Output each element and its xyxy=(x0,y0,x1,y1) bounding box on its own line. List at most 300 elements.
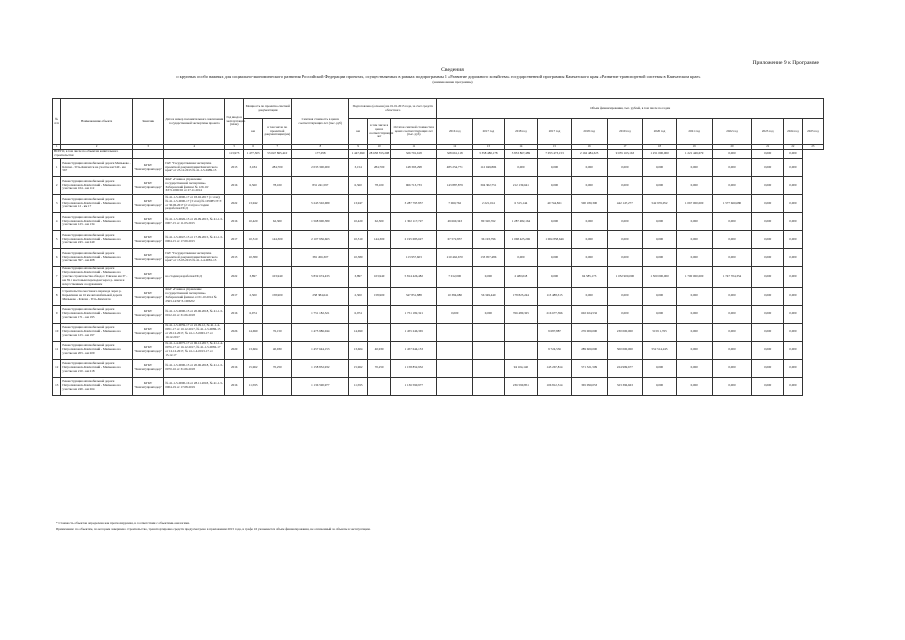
value-cell: 542 976,052 xyxy=(643,195,677,213)
value-cell: 284,700 xyxy=(263,159,292,177)
object-name: Реконструкция автомобильной дороги Петропавловск-Камчатский - Мильково на участке км 171 - км 195 xyxy=(61,305,132,323)
row-number: 13 xyxy=(53,377,61,395)
value-cell: 14,690 xyxy=(349,323,368,341)
value-cell: 0,000 xyxy=(783,213,802,231)
column-number-cell: 4 xyxy=(164,145,225,150)
value-cell: 304 302,751 xyxy=(473,177,505,195)
value-cell: 0,000 xyxy=(783,267,802,288)
column-number-cell: 21 xyxy=(752,145,784,150)
value-cell: 2016 xyxy=(225,377,244,395)
value-cell: 1 500 000,000 xyxy=(643,267,677,288)
total-value-cell: 326 791,618 xyxy=(391,150,437,159)
header-year-col: 2017 год xyxy=(473,119,505,145)
column-number-cell: 1 xyxy=(53,145,61,150)
value-cell xyxy=(473,377,505,395)
value-cell: 0,000 xyxy=(783,305,802,323)
value-cell: 1 136 590,977 xyxy=(292,377,349,395)
value-cell: 0,000 xyxy=(571,213,607,231)
total-value-cell: 113,973 xyxy=(225,150,244,159)
value-cell: 112 049,806 xyxy=(473,159,505,177)
value-cell: 381 456,307 xyxy=(292,249,349,267)
value-cell: 1 004 858,646 xyxy=(538,231,572,249)
value-cell: 2,500 xyxy=(244,287,263,305)
header-km: км xyxy=(244,119,263,145)
value-cell: 1 068 425,296 xyxy=(504,231,538,249)
expertise-document: ФАУ «Главное управление государственной экспертизы» Хабаровский филиал от 01.10.2014 № 2363-14/ХГЭ-1006/02 xyxy=(164,287,225,305)
column-number-cell: 22 xyxy=(783,145,802,150)
value-cell xyxy=(473,341,505,359)
column-number-cell: 15 xyxy=(538,145,572,150)
value-cell: 148 393,298 xyxy=(391,159,437,177)
column-number-cell: 19 xyxy=(676,145,712,150)
value-cell: 56 349,440 xyxy=(473,287,505,305)
value-cell: 78,100 xyxy=(368,177,391,195)
value-cell: 258 384,641 xyxy=(292,287,349,305)
document-subtitle: о крупных особо важных для социально-экономического развития Российской Федерации проектах, осуществляемых в рамках подпрограммы 1 «Развитие дорожного хозяйства» государственной программы Камчатского края «Развитие транспортной системы в Камчатском крае» xyxy=(176,74,701,79)
total-value-cell: 1 251 000,000 xyxy=(643,150,677,159)
total-value-cell: 9 055 163,163 xyxy=(607,150,643,159)
expertise-document: № 41-1-4-0075-17 от 06.12.2017, № 41-1-4-0076-17 от 16.12.2017, № 41-1-5-0082-17 от 12.12.2017, № 41-1-4-0013-17 от 15.12.17 xyxy=(164,341,225,359)
value-cell: 1 751 182,321 xyxy=(391,305,437,323)
value-cell: 80 320,762 xyxy=(473,213,505,231)
value-cell: 143 887,879 xyxy=(437,177,473,195)
value-cell: 0,000 xyxy=(643,159,677,177)
value-cell xyxy=(504,323,538,341)
value-cell: 2016 xyxy=(225,213,244,231)
value-cell: 0,000 xyxy=(607,177,643,195)
value-cell: 365 090,053 xyxy=(571,377,607,395)
table-row xyxy=(53,323,824,341)
value-cell: 10,380 xyxy=(349,249,368,267)
value-cell: 0,000 xyxy=(504,249,538,267)
value-cell: 158,900 xyxy=(263,287,292,305)
header-year-col: 2023 год xyxy=(752,119,784,145)
value-cell: 10,420 xyxy=(349,213,368,231)
table-row xyxy=(53,195,824,213)
value-cell: 1 302 117,727 xyxy=(391,213,437,231)
column-number-cell: 10 xyxy=(368,145,391,150)
total-value-cell: 3 358 480,178 xyxy=(473,150,505,159)
value-cell: 2016 xyxy=(225,305,244,323)
value-cell: 70,250 xyxy=(368,359,391,377)
value-cell xyxy=(368,195,391,213)
customer-name: КГКУ "Камчатуправтодор" xyxy=(132,249,164,267)
value-cell: 13,604 xyxy=(349,341,368,359)
footnote-asterisk: * Стоимость объектов определена как прогнозируемая, в соответствии с объектами-аналогами. xyxy=(56,521,190,525)
value-cell: 1 751 182,321 xyxy=(292,305,349,323)
customer-name: КГКУ "Камчатуправтодор" xyxy=(132,195,164,213)
expertise-document: на стадии разработки ПСД xyxy=(164,267,225,288)
row-number: 6 xyxy=(53,249,61,267)
value-cell: 0,000 xyxy=(607,231,643,249)
value-cell: 0,000 xyxy=(676,323,712,341)
value-cell: 2022 xyxy=(225,267,244,288)
value-cell: 236 590,851 xyxy=(504,377,538,395)
total-label: ВСЕГО, в том числе по объектам капитального строительства: xyxy=(53,150,133,159)
total-value-cell: 2 162 484,325 xyxy=(571,150,607,159)
value-cell: 1 700 000,000 xyxy=(676,267,712,288)
value-cell: 0,000 xyxy=(571,159,607,177)
value-cell: 0,000 xyxy=(752,377,784,395)
value-cell xyxy=(368,305,391,323)
customer-name: КГКУ "Камчатуправтодор" xyxy=(132,305,164,323)
header-document: Дата и номер положительного заключения государственной экспертизы проекта xyxy=(164,99,225,145)
table-row xyxy=(53,177,824,195)
total-value-cell: 28 658 553,208 xyxy=(368,150,391,159)
value-cell: 3,154 xyxy=(349,159,368,177)
value-cell: 0,000 xyxy=(676,377,712,395)
value-cell: 10 384,680 xyxy=(437,287,473,305)
value-cell: 0,000 xyxy=(676,159,712,177)
value-cell: 0,000 xyxy=(607,287,643,305)
header-capacity-km: в том числе по проектной документации (км) xyxy=(263,119,292,145)
column-number-cell: 14 xyxy=(504,145,538,150)
value-cell: 2017 xyxy=(225,287,244,305)
value-cell: 2 221,014 xyxy=(473,195,505,213)
value-cell: 224 999,677 xyxy=(607,359,643,377)
value-cell: 602 024,532 xyxy=(571,305,607,323)
object-name: Реконструкция автомобильной дороги Петропавловск-Камчатский - Мильково на участке км 210 - км 218 xyxy=(61,359,132,377)
header-cost: Сметная стоимость в ценах соответствующих лет (тыс. руб) xyxy=(292,99,349,145)
value-cell: 276 000,000 xyxy=(571,323,607,341)
value-cell: 1 287 482,164 xyxy=(504,213,538,231)
header-year-col: 2022 год xyxy=(712,119,752,145)
header-year-col: 2017 год xyxy=(538,119,572,145)
value-cell: 70,250 xyxy=(263,359,292,377)
value-cell: 0,000 xyxy=(752,341,784,359)
value-cell: 2026 xyxy=(225,323,244,341)
value-cell: 831 241,597 xyxy=(292,177,349,195)
row-number: 4 xyxy=(53,213,61,231)
projects-table xyxy=(52,98,824,396)
value-cell: 1 158 852,932 xyxy=(391,359,437,377)
customer-name: КГКУ "Камчатуправтодор" xyxy=(132,341,164,359)
value-cell: 1 052 900,000 xyxy=(607,267,643,288)
value-cell: 2020 xyxy=(225,341,244,359)
total-value-cell xyxy=(132,150,164,159)
header-year-col: 2021 год xyxy=(676,119,712,145)
value-cell: 3,897 xyxy=(244,267,263,288)
value-cell: 13,947 xyxy=(349,195,368,213)
value-cell: 0,000 xyxy=(783,341,802,359)
total-value-cell: 1 221 449,679 xyxy=(676,150,712,159)
value-cell: 62,300 xyxy=(263,213,292,231)
object-name: Реконструкция автомобильной дороги Петропавловск-Камчатский - Мильково на участке км 123 - км 197 xyxy=(61,323,132,341)
value-cell: 347 851,888 xyxy=(391,287,437,305)
value-cell: 0,000 xyxy=(783,231,802,249)
value-cell: 0,000 xyxy=(752,213,784,231)
total-value-cell: 53 047 865,410 xyxy=(263,150,292,159)
column-number-cell: 20 xyxy=(712,145,752,150)
value-cell: 11,595 xyxy=(244,377,263,395)
table-row xyxy=(53,159,824,177)
value-cell: 571 321,509 xyxy=(571,359,607,377)
value-cell: 2013 xyxy=(225,159,244,177)
value-cell: 103,940 xyxy=(368,267,391,288)
value-cell: 0,000 xyxy=(643,377,677,395)
value-cell: 145 267,814 xyxy=(538,359,572,377)
customer-name: КГКУ "Камчатуправтодор" xyxy=(132,177,164,195)
customer-name: КГКУ "Камчатуправтодор" xyxy=(132,287,164,305)
value-cell: 40,930 xyxy=(368,341,391,359)
value-cell xyxy=(368,377,391,395)
value-cell: 0,000 xyxy=(571,177,607,195)
value-cell: 0,000 xyxy=(538,159,572,177)
value-cell: 0,000 xyxy=(752,287,784,305)
value-cell: 0,000 xyxy=(676,249,712,267)
column-number-cell: 16 xyxy=(571,145,607,150)
total-value-cell: 177,058 xyxy=(292,150,349,159)
customer-name: КГКУ "Камчатуправтодор" xyxy=(132,323,164,341)
value-cell: 0,000 xyxy=(712,341,752,359)
value-cell: 0,000 xyxy=(571,249,607,267)
value-cell: 966 713,733 xyxy=(391,177,437,195)
value-cell: 1 455 246,365 xyxy=(391,323,437,341)
value-cell: 62,300 xyxy=(368,213,391,231)
value-cell: 106 812,514 xyxy=(538,377,572,395)
value-cell: 2,500 xyxy=(349,287,368,305)
object-name: Реконструкция автомобильной дороги Петропавловск-Камчатский - Мильково на участке км 12 - км 17 xyxy=(61,195,132,213)
value-cell: 0,000 xyxy=(752,305,784,323)
value-cell: 3,184 xyxy=(244,159,263,177)
value-cell xyxy=(368,323,391,341)
value-cell xyxy=(263,377,292,395)
value-cell: 0,000 xyxy=(752,267,784,288)
value-cell: 323 396,663 xyxy=(607,377,643,395)
value-cell: 6,560 xyxy=(244,177,263,195)
value-cell: 0,000 xyxy=(473,305,505,323)
value-cell: 0,000 xyxy=(752,231,784,249)
header-funding-group: Объем финансирования, тыс. рублей, в том числе по годам xyxy=(437,99,824,119)
value-cell: 1 158 852,932 xyxy=(292,359,349,377)
expertise-document: № 41-1-5-0000-15 от 20.06.2018, № 41-1-5-0070-16 от 31.06.2018 xyxy=(164,359,225,377)
table-row xyxy=(53,213,824,231)
total-value-cell: 0,000 xyxy=(752,150,784,159)
object-name: Реконструкция автомобильной дороги Петропавловск-Камчатский - Мильково на участке км 249 - км 264 xyxy=(61,377,132,395)
value-cell: 133 957,486 xyxy=(473,249,505,267)
value-cell: 0,000 xyxy=(712,305,752,323)
total-value-cell: 1 477,303 xyxy=(244,150,263,159)
value-cell: 0,000 xyxy=(571,231,607,249)
value-cell: 6,560 xyxy=(349,177,368,195)
value-cell: 1 457 644,153 xyxy=(391,341,437,359)
value-cell: 3 287 795 857 xyxy=(391,195,437,213)
value-cell: 103,940 xyxy=(263,267,292,288)
value-cell: 0,000 xyxy=(783,195,802,213)
column-number-cell: 23 xyxy=(802,145,823,150)
row-number: 8 xyxy=(53,287,61,305)
header-name: Наименование объекта xyxy=(61,99,132,145)
document-title: Сведения xyxy=(441,67,464,73)
value-cell: 1 747 704,354 xyxy=(712,267,752,288)
value-cell: 94 104,140 xyxy=(504,359,538,377)
document-subnote: (наименование программы) xyxy=(432,80,473,84)
customer-name: КГКУ "Камчатуправтодор" xyxy=(132,359,164,377)
value-cell: 0,000 xyxy=(752,195,784,213)
expertise-document: ФАУ «Главное управление государственной экспертизы» Хабаровский филиал № 129-10/ХГЭ-1006/02 от 27.11.2014 xyxy=(164,177,225,195)
table-row xyxy=(53,287,824,305)
value-cell: 10,510 xyxy=(244,231,263,249)
header-capacity-group: Мощность по проектно-сметной документации xyxy=(244,99,292,119)
value-cell: 0,000 xyxy=(676,287,712,305)
value-cell: 9 687,887 xyxy=(538,323,572,341)
value-cell: 0,000 xyxy=(783,177,802,195)
value-cell: 1 136 590,977 xyxy=(391,377,437,395)
value-cell: 76,150 xyxy=(263,323,292,341)
expertise-document: № 41-1-5-0047-15 от 17.09.2015, № 41-1-5-0004-15 от 17.09.2015 xyxy=(164,231,225,249)
value-cell: 0,000 xyxy=(643,213,677,231)
value-cell: 0,000 xyxy=(607,213,643,231)
header-remaining: Остаток сметной стоимости в ценах соответствующих лет (тыс. руб) xyxy=(391,119,437,145)
expertise-document: № 41-1-5-0026-15 от 26.09.2015, № 41-1-5-0007-15 от 11.03.2015 xyxy=(164,213,225,231)
value-cell: 1 067 000,000 xyxy=(676,195,712,213)
value-cell: 216 677,396 xyxy=(538,305,572,323)
value-cell: 144,300 xyxy=(263,231,292,249)
row-number: 1 xyxy=(53,159,61,177)
value-cell: 0,000 xyxy=(712,159,752,177)
value-cell: 0,000 xyxy=(783,377,802,395)
header-year-col: 2016 год xyxy=(437,119,473,145)
expertise-document: ГАУ "Государственная экспертиза проектной документации Камчатского края" от 15.03.2013 № 41-1-4-0081-13 xyxy=(164,249,225,267)
value-cell: 3,897 xyxy=(349,267,368,288)
header-done-cost: в том числе в ценах соответствующих лет xyxy=(368,119,391,145)
value-cell: 10,380 xyxy=(244,249,263,267)
total-value-cell: 0,000 xyxy=(712,150,752,159)
value-cell xyxy=(437,377,473,395)
header-year-col: 2020 год xyxy=(643,119,677,145)
value-cell: 0,000 xyxy=(504,159,538,177)
object-name: Реконструкция автомобильной дороги Петропавловск-Камчатский - Мильково на участке км 104 - км 112 xyxy=(61,177,132,195)
header-year-col: 2024 год xyxy=(783,119,802,145)
value-cell: 0,000 xyxy=(752,323,784,341)
value-cell: 0,000 xyxy=(473,267,505,288)
value-cell: 0,000 xyxy=(712,287,752,305)
row-number: 11 xyxy=(53,341,61,359)
value-cell: 0,000 xyxy=(571,287,607,305)
value-cell: 36 193,796 xyxy=(473,231,505,249)
value-cell: 500 180,300 xyxy=(571,195,607,213)
row-number: 7 xyxy=(53,267,61,288)
header-year-col: 2018 год xyxy=(504,119,538,145)
value-cell: 178 823,244 xyxy=(504,287,538,305)
value-cell: 0,000 xyxy=(676,231,712,249)
value-cell: 766 480,325 xyxy=(504,305,538,323)
header-year-col: 2025 год xyxy=(802,119,823,145)
header-done-group: Подготовлено (освоено) на 01.01.2015 года, за счет средств областного xyxy=(349,99,437,119)
value-cell: 0,000 xyxy=(712,249,752,267)
value-cell: 0,000 xyxy=(607,305,643,323)
value-cell: 0,000 xyxy=(783,249,802,267)
customer-name: КГКУ "Камчатуправтодор" xyxy=(132,267,164,288)
table-row xyxy=(53,359,824,377)
value-cell: 210 462,670 xyxy=(437,249,473,267)
value-cell: 0,000 xyxy=(676,305,712,323)
value-cell: 113 488,315 xyxy=(538,287,572,305)
value-cell: 5 243 502,689 xyxy=(292,195,349,213)
column-number-cell: 8 xyxy=(292,145,349,150)
column-number-cell: 3 xyxy=(132,145,164,150)
value-cell: 0,000 xyxy=(643,249,677,267)
value-cell: 0,000 xyxy=(712,377,752,395)
value-cell xyxy=(437,341,473,359)
value-cell: 0,000 xyxy=(783,287,802,305)
expertise-document: № 41-1-5-0059-17 от 22.09.12, № 41-1-4-0051-17 от 10.12.2017, № 41-1-5-0086-15 от 20.12.2017, № 41-1-5-0063-17 от 10.12.2017 xyxy=(164,323,225,341)
total-value-cell xyxy=(164,150,225,159)
value-cell: 0,000 xyxy=(783,359,802,377)
value-cell: 1 568 900,380 xyxy=(292,213,349,231)
object-name: Реконструкция автомобильной дороги Петропавловск-Камчатский - Мильково на участке строительства обхода г. Елизово км 37 - км 39 с мостовым переходом через р. Авача и искусственным сооружением xyxy=(61,267,132,288)
table-row xyxy=(53,341,824,359)
header-year: Год ввода в эксплуатацию (план) xyxy=(225,99,244,145)
row-number: 5 xyxy=(53,231,61,249)
value-cell: 0,000 xyxy=(752,359,784,377)
value-cell xyxy=(368,249,391,267)
table-row xyxy=(53,231,824,249)
value-cell: 0,000 xyxy=(712,213,752,231)
row-number: 2 xyxy=(53,177,61,195)
object-name: Реконструкция автомобильной дороги Петропавловск-Камчатский - Мильково на участке км 397 - км 408 xyxy=(61,249,132,267)
value-cell: 78,100 xyxy=(263,177,292,195)
value-cell: 0,000 xyxy=(643,231,677,249)
row-number: 3 xyxy=(53,195,61,213)
value-cell: 0,000 xyxy=(607,249,643,267)
value-cell: 2016 xyxy=(225,359,244,377)
value-cell: 2 033 300,000 xyxy=(292,159,349,177)
row-number: 12 xyxy=(53,359,61,377)
column-number-cell: 11 xyxy=(391,145,437,150)
table-row xyxy=(53,377,824,395)
total-value-cell: 1 447,690 xyxy=(349,150,368,159)
header-customer: Заказчик xyxy=(132,99,164,145)
column-number-cell: 18 xyxy=(643,145,677,150)
expertise-document: № 41-1-5-0000-16 от 28.11.2018, № 41-1-5-0004-19 от 17.08.2019 xyxy=(164,377,225,395)
value-cell: 0,000 xyxy=(752,177,784,195)
header-year-col: 2019 год xyxy=(607,119,643,145)
value-cell: 10,420 xyxy=(244,213,263,231)
value-cell: 0,000 xyxy=(643,359,677,377)
expertise-document: ГАУ "Государственная экспертиза проектной документации Камчатского края" от 25.12.2013 № 41-1-5-0489-13 xyxy=(164,159,225,177)
value-cell: 5 814 426,482 xyxy=(391,267,437,288)
value-cell: 15,962 xyxy=(244,359,263,377)
column-number-cell: 2 xyxy=(61,145,132,150)
value-cell: 442 147,277 xyxy=(607,195,643,213)
customer-name: КГКУ "Камчатуправтодор" xyxy=(132,231,164,249)
value-cell: 0,000 xyxy=(712,359,752,377)
value-cell: 0,000 xyxy=(783,323,802,341)
value-cell: 0,000 xyxy=(676,341,712,359)
table-row xyxy=(53,267,824,288)
value-cell: 0,000 xyxy=(643,287,677,305)
table-row xyxy=(53,305,824,323)
value-cell: 289 600,000 xyxy=(571,341,607,359)
value-cell: 2017 xyxy=(225,231,244,249)
column-number-cell: 9 xyxy=(349,145,368,150)
footnote-note: Примечание: по объектам, по которым завершено строительство, транспортировка средств предусмотрено в приложении 2015 года, в графе 16 указывается объем финансирования, не оплаченный за объекты в эксплуатации. xyxy=(56,527,371,531)
header-no: № п/п xyxy=(53,99,61,145)
value-cell: 5 832 674,433 xyxy=(292,267,349,288)
total-value-cell: 0,000 xyxy=(783,150,802,159)
expertise-document: № 41-1-5-0000-15 от 20.06.2018, № 41-1-5-0012-16 от 31.06.2018 xyxy=(164,305,225,323)
value-cell: 0,000 xyxy=(783,159,802,177)
value-cell: 0,000 xyxy=(712,323,752,341)
object-name: Реконструкция автомобильной дороги Петропавловск-Камчатский - Мильково на участке км 203 - км 209 xyxy=(61,341,132,359)
value-cell xyxy=(437,359,473,377)
column-number-cell: 5 xyxy=(225,145,244,150)
value-cell: 284,700 xyxy=(368,159,391,177)
header-year-col: 2018 год xyxy=(571,119,607,145)
value-cell: 2022 xyxy=(225,195,244,213)
value-cell: 1 457 644,153 xyxy=(292,341,349,359)
